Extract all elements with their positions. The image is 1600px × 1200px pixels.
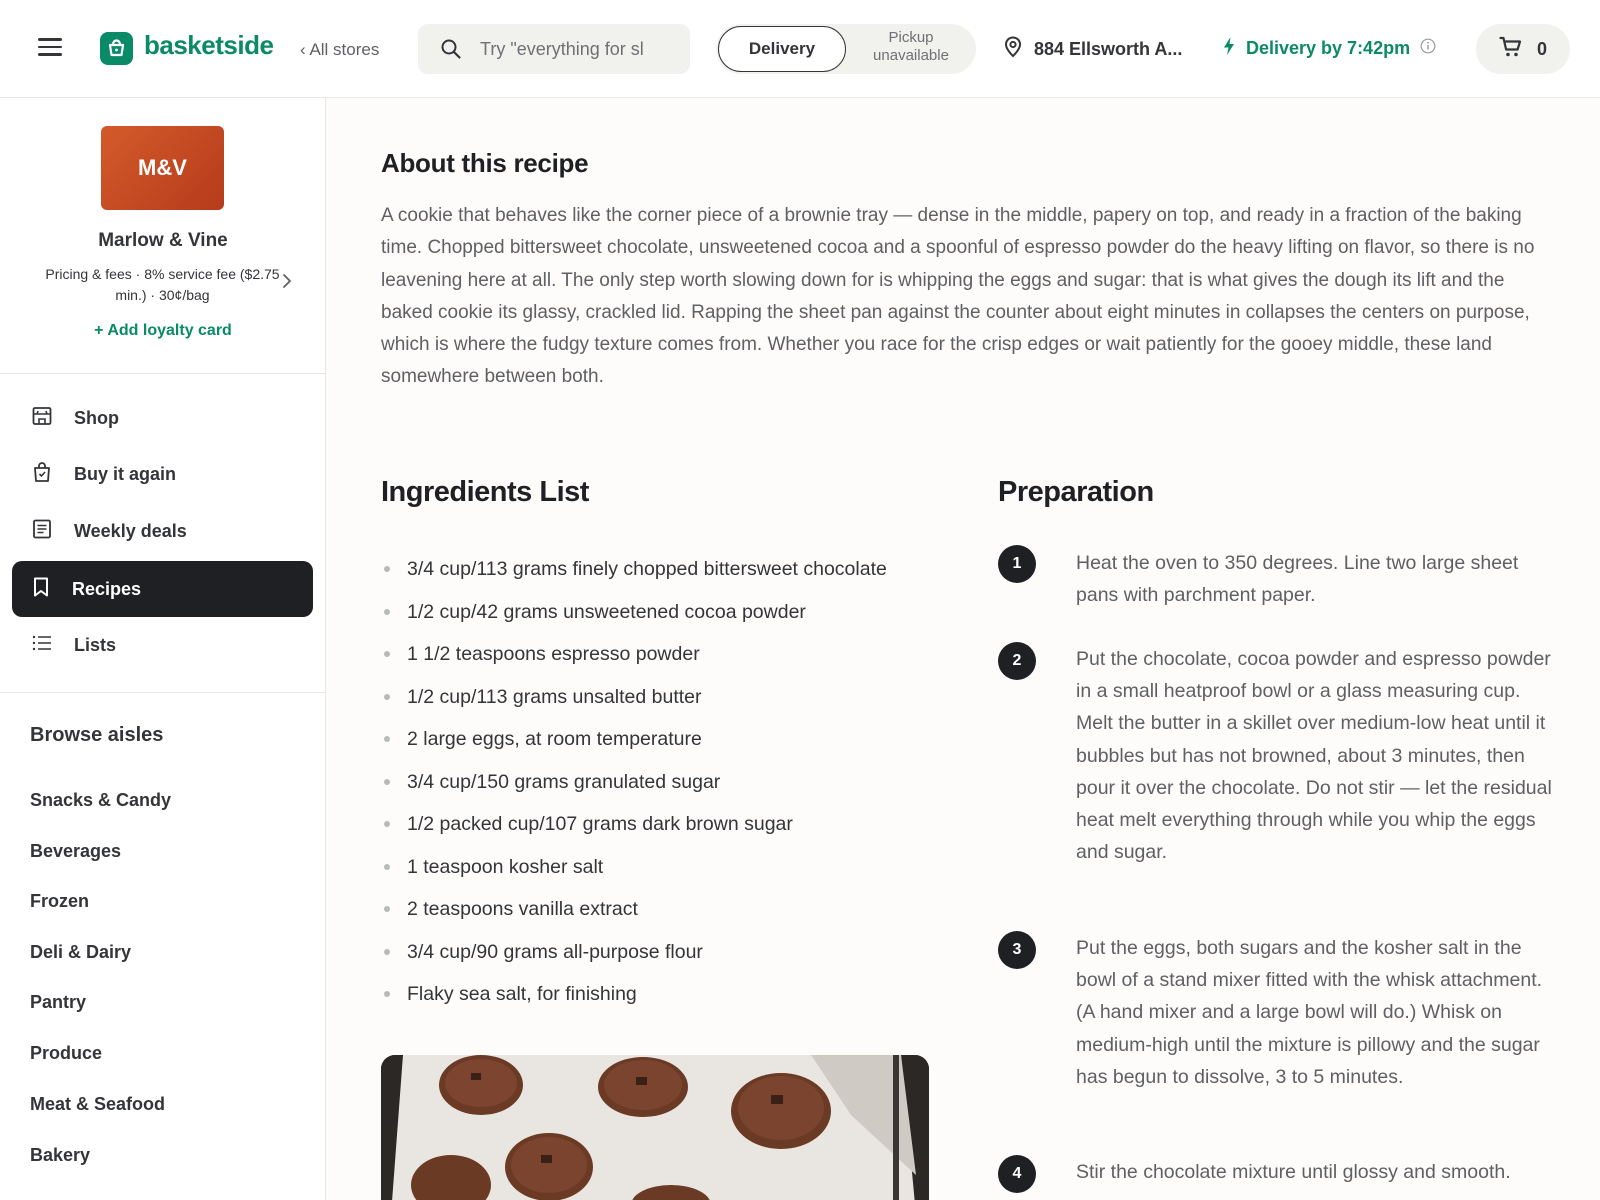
ingredient-item: 2 large eggs, at room temperature — [381, 720, 941, 763]
nav-item-label: Shop — [74, 407, 119, 428]
ingredient-item: Flaky sea salt, for finishing — [381, 975, 941, 1018]
ingredient-item: 1/2 cup/113 grams unsalted butter — [381, 678, 941, 721]
info-icon[interactable] — [1420, 38, 1436, 59]
aisle-snacks-candy[interactable]: Snacks & Candy — [30, 790, 172, 810]
divider — [0, 692, 326, 693]
ingredient-item: 1/2 cup/42 grams unsweetened cocoa powder — [381, 593, 941, 636]
bookmark-icon — [32, 577, 50, 602]
basket-logo-icon[interactable] — [100, 32, 133, 65]
location-pin-icon — [1004, 36, 1022, 63]
nav-item-label: Recipes — [72, 578, 142, 599]
step-text: Heat the oven to 350 degrees. Line two large sheet pans with parchment paper. — [1076, 552, 1519, 607]
search-box[interactable] — [418, 24, 690, 74]
step-number: 4 — [998, 1155, 1036, 1193]
browse-aisles-title: Browse aisles — [30, 724, 164, 746]
delivery-time-text: Delivery by 7:42pm — [1246, 38, 1411, 58]
nav-item-buy-it-again[interactable] — [12, 446, 313, 502]
nav-item-lists[interactable] — [12, 617, 313, 673]
list-doc-icon — [32, 519, 52, 544]
about-recipe-title: About this recipe — [381, 148, 589, 178]
aisle-produce[interactable]: Produce — [30, 1043, 103, 1063]
bag-icon — [32, 461, 52, 488]
sidebar — [0, 98, 326, 1200]
search-input[interactable] — [480, 36, 670, 62]
step-text: Put the chocolate, cocoa powder and espresso powder in a small heatproof bowl or a glass measuring cup. Melt the butter in a skillet over medium-low heat until it bubbles but has not browned, about 3 minutes, then pour it over the chocolate. Do not stir — let the residual heat melt everything through while you whip the eggs and sugar. — [1076, 648, 1552, 864]
brand-name[interactable]: basketside — [144, 30, 274, 60]
step-number: 1 — [998, 545, 1036, 583]
recipe-photo — [381, 1055, 929, 1200]
cart-icon — [1499, 36, 1523, 63]
nav-item-shop[interactable] — [12, 390, 313, 446]
aisle-meat-seafood[interactable]: Meat & Seafood — [30, 1094, 166, 1114]
ingredient-item: 1 1/2 teaspoons espresso powder — [381, 635, 941, 678]
all-stores-link[interactable]: ‹ All stores — [300, 40, 380, 59]
storefront-icon — [32, 406, 52, 431]
store-name[interactable]: Marlow & Vine — [98, 230, 228, 251]
ingredient-item: 1/2 packed cup/107 grams dark brown sugar — [381, 805, 941, 848]
store-fees[interactable]: Pricing & fees · 8% service fee ($2.75 min.) · 30¢/bag — [45, 266, 280, 303]
list-icon — [32, 635, 52, 656]
preparation-title: Preparation — [998, 476, 1154, 508]
delivery-time[interactable] — [1222, 36, 1436, 61]
address-text: 884 Ellsworth A... — [1034, 39, 1183, 59]
top-bar — [0, 0, 1600, 98]
search-icon — [440, 38, 462, 65]
ingredient-item: 2 teaspoons vanilla extract — [381, 890, 941, 933]
ingredient-item: 3/4 cup/90 grams all-purpose flour — [381, 933, 941, 976]
store-logo[interactable]: M&V — [101, 126, 224, 210]
aisle-bakery[interactable]: Bakery — [30, 1145, 91, 1165]
ingredients-title: Ingredients List — [381, 476, 589, 508]
ingredient-item: 3/4 cup/113 grams finely chopped bittersweet chocolate — [381, 550, 941, 593]
aisle-deli-dairy[interactable]: Deli & Dairy — [30, 942, 132, 962]
address-selector[interactable] — [1004, 36, 1182, 63]
ingredient-item: 3/4 cup/150 grams granulated sugar — [381, 763, 941, 806]
nav-item-label: Weekly deals — [74, 520, 187, 541]
nav-item-label: Buy it again — [74, 463, 177, 484]
nav-item-weekly-deals[interactable] — [12, 503, 313, 559]
lightning-icon — [1222, 36, 1236, 61]
aisle-pantry[interactable]: Pantry — [30, 992, 87, 1012]
ingredients-list — [381, 550, 941, 1018]
delivery-option[interactable]: Delivery — [718, 26, 846, 72]
aisle-beverages[interactable]: Beverages — [30, 841, 122, 861]
ingredient-item: 1 teaspoon kosher salt — [381, 848, 941, 891]
step-text: Put the eggs, both sugars and the kosher salt in the bowl of a stand mixer fitted with the whisk attachment. (A hand mixer and a large bowl will do.) Whisk on medium-high until the mixture is pillowy and the sugar has begun to dissolve, 3 to 5 minutes. — [1076, 937, 1543, 1088]
cart-count: 0 — [1536, 38, 1547, 59]
add-loyalty-card-link[interactable]: + Add loyalty card — [94, 322, 232, 339]
step-number: 2 — [998, 642, 1036, 680]
aisle-frozen[interactable]: Frozen — [30, 891, 90, 911]
step-number: 3 — [998, 931, 1036, 969]
fulfillment-toggle — [716, 24, 976, 74]
about-recipe-text: A cookie that behaves like the corner piece of a brownie tray — dense in the middle, papery on top, and ready in a fraction of the baking time. Chopped bittersweet chocolate, unsweetened cocoa and a spoonful of espresso powder do the heavy lifting on flavor, so there is no leavening here at all. The only step worth slowing down for is whipping the eggs and sugar: that is what gives the dough its lift and the baked cookie its glassy, crackled lid. Rapping the sheet pan against the counter about eight minutes in collapses the centers on purpose, which is where the fudgy texture comes from. Whether you race for the crisp edges or wait patiently for the gooey middle, these land somewhere between both. — [381, 205, 1535, 388]
menu-icon[interactable] — [38, 38, 62, 58]
step-text: Stir the chocolate mixture until glossy and smooth. — [1076, 1161, 1511, 1183]
divider — [0, 373, 326, 374]
chevron-right-icon[interactable] — [282, 273, 292, 294]
nav-item-label: Lists — [74, 634, 117, 655]
nav-item-recipes[interactable] — [12, 561, 313, 617]
pickup-option: Pickup unavailable — [873, 29, 949, 64]
cart-button[interactable] — [1476, 24, 1570, 74]
